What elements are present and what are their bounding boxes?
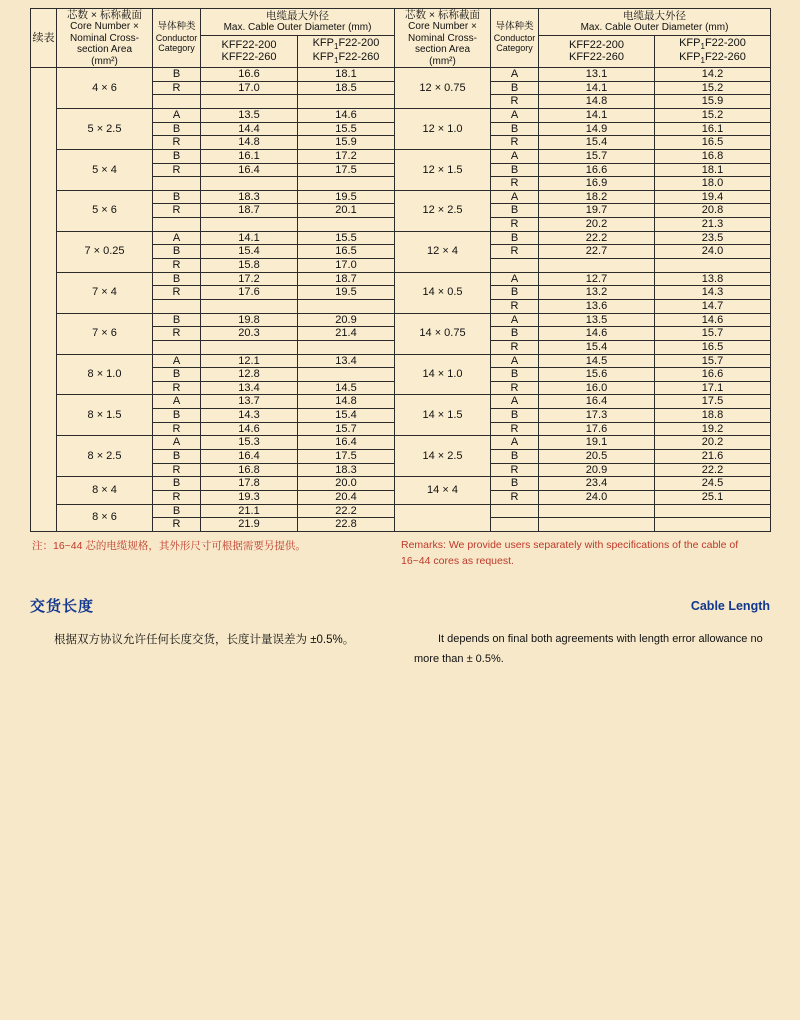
conductor-category-cell (153, 218, 201, 232)
diameter-kff22-cell (201, 95, 298, 109)
header-diameter-group-left: 电缆最大外径 Max. Cable Outer Diameter (mm) (201, 9, 395, 36)
conductor-category-cell: B (491, 163, 539, 177)
diameter-kff22-cell: 17.8 (201, 477, 298, 491)
table-row (31, 504, 771, 518)
diameter-kfp1f22-cell: 20.9 (298, 313, 395, 327)
conductor-category-cell (153, 340, 201, 354)
conductor-category-cell: B (153, 477, 201, 491)
header-diameter-group-right: 电缆最大外径 Max. Cable Outer Diameter (mm) (539, 9, 771, 36)
core-size-cell: 8 × 6 (57, 504, 153, 531)
diameter-kff22-cell (201, 340, 298, 354)
conductor-category-cell: R (153, 136, 201, 150)
diameter-kfp1f22-cell (298, 177, 395, 191)
diameter-kfp1f22-cell: 14.3 (655, 286, 771, 300)
conductor-category-cell: A (153, 108, 201, 122)
cable-dimension-table (30, 8, 771, 532)
header-conductor-category-left: 导体种类 Conductor Category (153, 9, 201, 68)
conductor-category-cell: A (491, 190, 539, 204)
diameter-kff22-cell: 15.6 (539, 368, 655, 382)
conductor-category-cell: R (491, 95, 539, 109)
core-size-cell (395, 504, 491, 531)
diameter-kfp1f22-cell: 18.7 (298, 272, 395, 286)
conductor-category-cell: R (491, 218, 539, 232)
row-marker-column (31, 68, 57, 532)
core-size-cell: 14 × 4 (395, 477, 491, 504)
conductor-category-cell: R (491, 381, 539, 395)
conductor-category-cell: A (491, 68, 539, 82)
diameter-kff22-cell (539, 504, 655, 518)
diameter-kff22-cell: 16.1 (201, 149, 298, 163)
diameter-kfp1f22-cell (655, 504, 771, 518)
table-row (31, 354, 771, 368)
diameter-kfp1f22-cell: 18.1 (298, 68, 395, 82)
diameter-kfp1f22-cell (655, 518, 771, 532)
diameter-kfp1f22-cell: 20.4 (298, 490, 395, 504)
conductor-category-cell: B (153, 149, 201, 163)
conductor-category-cell: B (491, 204, 539, 218)
diameter-kfp1f22-cell: 15.7 (655, 327, 771, 341)
diameter-kff22-cell: 12.8 (201, 368, 298, 382)
diameter-kfp1f22-cell: 13.4 (298, 354, 395, 368)
diameter-kfp1f22-cell: 14.7 (655, 299, 771, 313)
diameter-kfp1f22-cell: 16.6 (655, 368, 771, 382)
conductor-category-cell: R (153, 81, 201, 95)
diameter-kff22-cell: 20.2 (539, 218, 655, 232)
diameter-kff22-cell: 17.2 (201, 272, 298, 286)
table-row (31, 149, 771, 163)
conductor-category-cell: B (491, 286, 539, 300)
header-continued-label: 续表 (31, 9, 57, 68)
diameter-kff22-cell: 13.4 (201, 381, 298, 395)
diameter-kff22-cell: 16.4 (201, 450, 298, 464)
diameter-kff22-cell: 13.1 (539, 68, 655, 82)
table-row (31, 190, 771, 204)
conductor-category-cell: B (153, 368, 201, 382)
diameter-kfp1f22-cell: 16.5 (655, 340, 771, 354)
diameter-kfp1f22-cell: 17.2 (298, 149, 395, 163)
conductor-category-cell: R (153, 204, 201, 218)
core-size-cell: 12 × 4 (395, 231, 491, 272)
section-title-english: Cable Length (690, 598, 770, 613)
diameter-kff22-cell: 16.6 (201, 68, 298, 82)
diameter-kff22-cell: 21.9 (201, 518, 298, 532)
diameter-kfp1f22-cell: 18.8 (655, 409, 771, 423)
diameter-kff22-cell: 17.0 (201, 81, 298, 95)
diameter-kfp1f22-cell: 19.4 (655, 190, 771, 204)
conductor-category-cell: B (153, 450, 201, 464)
section-heading (30, 595, 770, 616)
diameter-kff22-cell: 16.9 (539, 177, 655, 191)
diameter-kfp1f22-cell: 20.2 (655, 436, 771, 450)
conductor-category-cell: R (153, 463, 201, 477)
core-size-cell: 14 × 0.75 (395, 313, 491, 354)
conductor-category-cell: A (153, 231, 201, 245)
diameter-kff22-cell: 19.1 (539, 436, 655, 450)
diameter-kff22-cell: 19.8 (201, 313, 298, 327)
diameter-kfp1f22-cell: 17.5 (298, 450, 395, 464)
diameter-kff22-cell: 15.7 (539, 149, 655, 163)
diameter-kff22-cell: 18.2 (539, 190, 655, 204)
diameter-kff22-cell: 14.1 (539, 108, 655, 122)
diameter-kfp1f22-cell: 15.9 (298, 136, 395, 150)
conductor-category-cell: R (153, 327, 201, 341)
diameter-kff22-cell: 14.9 (539, 122, 655, 136)
diameter-kff22-cell: 14.1 (539, 81, 655, 95)
diameter-kff22-cell: 14.4 (201, 122, 298, 136)
section-body (30, 630, 770, 669)
conductor-category-cell: R (491, 422, 539, 436)
diameter-kfp1f22-cell: 16.5 (655, 136, 771, 150)
diameter-kfp1f22-cell: 22.8 (298, 518, 395, 532)
diameter-kfp1f22-cell: 20.1 (298, 204, 395, 218)
diameter-kff22-cell: 14.1 (201, 231, 298, 245)
diameter-kff22-cell: 13.7 (201, 395, 298, 409)
conductor-category-cell: A (491, 108, 539, 122)
table-row (31, 313, 771, 327)
conductor-category-cell: B (491, 81, 539, 95)
conductor-category-cell: R (153, 381, 201, 395)
conductor-category-cell: A (491, 313, 539, 327)
diameter-kff22-cell: 12.7 (539, 272, 655, 286)
conductor-category-cell (153, 177, 201, 191)
conductor-category-cell: A (491, 436, 539, 450)
core-size-cell: 14 × 1.5 (395, 395, 491, 436)
conductor-category-cell: B (491, 327, 539, 341)
diameter-kfp1f22-cell: 17.1 (655, 381, 771, 395)
diameter-kfp1f22-cell: 19.2 (655, 422, 771, 436)
conductor-category-cell: R (153, 259, 201, 273)
diameter-kff22-cell: 23.4 (539, 477, 655, 491)
diameter-kfp1f22-cell (298, 340, 395, 354)
conductor-category-cell: A (491, 149, 539, 163)
core-size-cell: 12 × 2.5 (395, 190, 491, 231)
diameter-kfp1f22-cell: 20.0 (298, 477, 395, 491)
conductor-category-cell: A (491, 395, 539, 409)
remark-english: Remarks: We provide users separately with specifications of the cable of 16~44 cores as request. (401, 538, 739, 567)
diameter-kff22-cell (539, 518, 655, 532)
diameter-kfp1f22-cell: 15.2 (655, 108, 771, 122)
conductor-category-cell: R (491, 136, 539, 150)
diameter-kfp1f22-cell: 16.1 (655, 122, 771, 136)
diameter-kfp1f22-cell: 15.4 (298, 409, 395, 423)
diameter-kff22-cell (539, 259, 655, 273)
conductor-category-cell: R (153, 163, 201, 177)
core-size-cell: 12 × 1.5 (395, 149, 491, 190)
diameter-kfp1f22-cell: 22.2 (655, 463, 771, 477)
conductor-category-cell: A (153, 395, 201, 409)
diameter-kfp1f22-cell: 18.5 (298, 81, 395, 95)
core-size-cell: 8 × 4 (57, 477, 153, 504)
diameter-kff22-cell: 16.6 (539, 163, 655, 177)
conductor-category-cell (491, 518, 539, 532)
diameter-kfp1f22-cell: 22.2 (298, 504, 395, 518)
core-size-cell: 14 × 0.5 (395, 272, 491, 313)
diameter-kfp1f22-cell: 19.5 (298, 286, 395, 300)
diameter-kff22-cell: 14.5 (539, 354, 655, 368)
table-row (31, 477, 771, 491)
section-title-chinese: 交货长度 (30, 598, 95, 616)
remarks-block (30, 538, 770, 570)
conductor-category-cell: B (491, 409, 539, 423)
table-row (31, 231, 771, 245)
diameter-kff22-cell: 15.4 (201, 245, 298, 259)
diameter-kfp1f22-cell: 14.6 (298, 108, 395, 122)
diameter-kff22-cell (201, 218, 298, 232)
diameter-kfp1f22-cell: 20.8 (655, 204, 771, 218)
core-size-cell: 7 × 0.25 (57, 231, 153, 272)
diameter-kfp1f22-cell: 17.5 (655, 395, 771, 409)
diameter-kfp1f22-cell: 18.1 (655, 163, 771, 177)
core-size-cell: 7 × 4 (57, 272, 153, 313)
diameter-kfp1f22-cell: 14.8 (298, 395, 395, 409)
conductor-category-cell: B (153, 504, 201, 518)
conductor-category-cell: R (491, 463, 539, 477)
diameter-kfp1f22-cell: 21.6 (655, 450, 771, 464)
diameter-kff22-cell: 22.7 (539, 245, 655, 259)
table-row (31, 436, 771, 450)
diameter-kff22-cell: 13.6 (539, 299, 655, 313)
diameter-kff22-cell: 22.2 (539, 231, 655, 245)
diameter-kfp1f22-cell: 16.8 (655, 149, 771, 163)
conductor-category-cell: A (491, 272, 539, 286)
header-kfp1f22-right: $KFP_1F22-200$ $KFP_1F22-260$ (655, 35, 771, 67)
header-core-size-right: 芯数 × 标称截面 Core Number × Nominal Cross- section Area (mm²) (395, 9, 491, 68)
header-core-size-left: 芯数 × 标称截面 Core Number × Nominal Cross- section Area (mm²) (57, 9, 153, 68)
table-row (31, 272, 771, 286)
diameter-kfp1f22-cell: 14.6 (655, 313, 771, 327)
core-size-cell: 8 × 1.0 (57, 354, 153, 395)
diameter-kff22-cell: 13.5 (201, 108, 298, 122)
header-kff22-left: KFF22-200 KFF22-260 (201, 35, 298, 67)
remark-chinese: 注：16~44 芯的电缆规格，其外形尺寸可根据需要另提供。 (32, 539, 306, 552)
conductor-category-cell (153, 95, 201, 109)
conductor-category-cell: R (491, 177, 539, 191)
diameter-kfp1f22-cell: 17.5 (298, 163, 395, 177)
diameter-kff22-cell: 16.4 (539, 395, 655, 409)
diameter-kff22-cell: 16.8 (201, 463, 298, 477)
conductor-category-cell (491, 259, 539, 273)
diameter-kfp1f22-cell: 15.7 (298, 422, 395, 436)
conductor-category-cell (153, 299, 201, 313)
diameter-kff22-cell: 15.4 (539, 136, 655, 150)
diameter-kff22-cell: 17.6 (201, 286, 298, 300)
conductor-category-cell: B (491, 231, 539, 245)
diameter-kfp1f22-cell (298, 95, 395, 109)
conductor-category-cell: B (153, 68, 201, 82)
conductor-category-cell: A (491, 354, 539, 368)
conductor-category-cell: B (491, 450, 539, 464)
diameter-kff22-cell: 17.3 (539, 409, 655, 423)
core-size-cell: 12 × 0.75 (395, 68, 491, 109)
diameter-kff22-cell: 14.6 (539, 327, 655, 341)
core-size-cell: 5 × 2.5 (57, 108, 153, 149)
diameter-kff22-cell: 16.4 (201, 163, 298, 177)
diameter-kff22-cell: 18.7 (201, 204, 298, 218)
table-row (31, 108, 771, 122)
table-body (31, 68, 771, 532)
diameter-kfp1f22-cell (298, 218, 395, 232)
diameter-kff22-cell: 14.3 (201, 409, 298, 423)
conductor-category-cell: R (491, 490, 539, 504)
core-size-cell: 5 × 6 (57, 190, 153, 231)
core-size-cell: 4 × 6 (57, 68, 153, 109)
diameter-kfp1f22-cell: 14.5 (298, 381, 395, 395)
conductor-category-cell: B (491, 368, 539, 382)
diameter-kff22-cell: 14.8 (539, 95, 655, 109)
diameter-kfp1f22-cell (298, 299, 395, 313)
diameter-kfp1f22-cell: 18.0 (655, 177, 771, 191)
core-size-cell: 8 × 2.5 (57, 436, 153, 477)
core-size-cell: 7 × 6 (57, 313, 153, 354)
diameter-kfp1f22-cell: 19.5 (298, 190, 395, 204)
conductor-category-cell: B (153, 122, 201, 136)
conductor-category-cell: R (153, 286, 201, 300)
core-size-cell: 8 × 1.5 (57, 395, 153, 436)
conductor-category-cell: R (153, 422, 201, 436)
diameter-kfp1f22-cell: 16.5 (298, 245, 395, 259)
diameter-kfp1f22-cell: 15.5 (298, 231, 395, 245)
diameter-kff22-cell: 15.3 (201, 436, 298, 450)
diameter-kff22-cell: 15.8 (201, 259, 298, 273)
header-conductor-category-right: 导体种类 Conductor Category (491, 9, 539, 68)
diameter-kff22-cell: 21.1 (201, 504, 298, 518)
header-kff22-right: KFF22-200 KFF22-260 (539, 35, 655, 67)
diameter-kfp1f22-cell: 24.0 (655, 245, 771, 259)
table-header-row (31, 9, 771, 36)
diameter-kff22-cell: 19.7 (539, 204, 655, 218)
diameter-kfp1f22-cell: 21.3 (655, 218, 771, 232)
diameter-kff22-cell: 20.9 (539, 463, 655, 477)
table-row (31, 68, 771, 82)
diameter-kff22-cell: 20.3 (201, 327, 298, 341)
diameter-kff22-cell: 19.3 (201, 490, 298, 504)
diameter-kfp1f22-cell: 15.5 (298, 122, 395, 136)
diameter-kfp1f22-cell: 21.4 (298, 327, 395, 341)
diameter-kfp1f22-cell: 17.0 (298, 259, 395, 273)
core-size-cell: 5 × 4 (57, 149, 153, 190)
diameter-kff22-cell: 13.2 (539, 286, 655, 300)
diameter-kff22-cell: 15.4 (539, 340, 655, 354)
diameter-kff22-cell (201, 177, 298, 191)
diameter-kff22-cell: 12.1 (201, 354, 298, 368)
conductor-category-cell: B (153, 272, 201, 286)
diameter-kff22-cell: 16.0 (539, 381, 655, 395)
core-size-cell: 14 × 1.0 (395, 354, 491, 395)
diameter-kff22-cell: 20.5 (539, 450, 655, 464)
conductor-category-cell: A (153, 436, 201, 450)
diameter-kfp1f22-cell: 24.5 (655, 477, 771, 491)
diameter-kff22-cell: 18.3 (201, 190, 298, 204)
diameter-kff22-cell: 17.6 (539, 422, 655, 436)
diameter-kfp1f22-cell (298, 368, 395, 382)
conductor-category-cell: B (153, 313, 201, 327)
conductor-category-cell: A (153, 354, 201, 368)
diameter-kfp1f22-cell: 15.9 (655, 95, 771, 109)
diameter-kff22-cell: 24.0 (539, 490, 655, 504)
diameter-kfp1f22-cell: 23.5 (655, 231, 771, 245)
diameter-kfp1f22-cell: 25.1 (655, 490, 771, 504)
diameter-kfp1f22-cell: 15.7 (655, 354, 771, 368)
conductor-category-cell: R (153, 518, 201, 532)
conductor-category-cell: B (153, 190, 201, 204)
conductor-category-cell: R (491, 245, 539, 259)
conductor-category-cell: B (491, 477, 539, 491)
diameter-kfp1f22-cell: 16.4 (298, 436, 395, 450)
diameter-kff22-cell: 13.5 (539, 313, 655, 327)
conductor-category-cell (491, 504, 539, 518)
conductor-category-cell: R (491, 340, 539, 354)
conductor-category-cell: R (491, 299, 539, 313)
document-page (30, 8, 770, 669)
header-kfp1f22-left: $KFP_1F22-200$ $KFP_1F22-260$ (298, 35, 395, 67)
conductor-category-cell: B (491, 122, 539, 136)
conductor-category-cell: R (153, 490, 201, 504)
diameter-kff22-cell: 14.8 (201, 136, 298, 150)
diameter-kfp1f22-cell (655, 259, 771, 273)
core-size-cell: 14 × 2.5 (395, 436, 491, 477)
diameter-kfp1f22-cell: 18.3 (298, 463, 395, 477)
diameter-kff22-cell (201, 299, 298, 313)
diameter-kfp1f22-cell: 13.8 (655, 272, 771, 286)
diameter-kfp1f22-cell: 15.2 (655, 81, 771, 95)
conductor-category-cell: B (153, 409, 201, 423)
section-body-english: It depends on final both agreements with length error allowance no more than ± 0.5%. (414, 633, 763, 665)
table-row (31, 395, 771, 409)
core-size-cell: 12 × 1.0 (395, 108, 491, 149)
conductor-category-cell: B (153, 245, 201, 259)
diameter-kfp1f22-cell: 14.2 (655, 68, 771, 82)
diameter-kff22-cell: 14.6 (201, 422, 298, 436)
section-body-chinese: 根据双方协议允许任何长度交货，长度计量误差为 ±0.5%。 (54, 634, 355, 647)
